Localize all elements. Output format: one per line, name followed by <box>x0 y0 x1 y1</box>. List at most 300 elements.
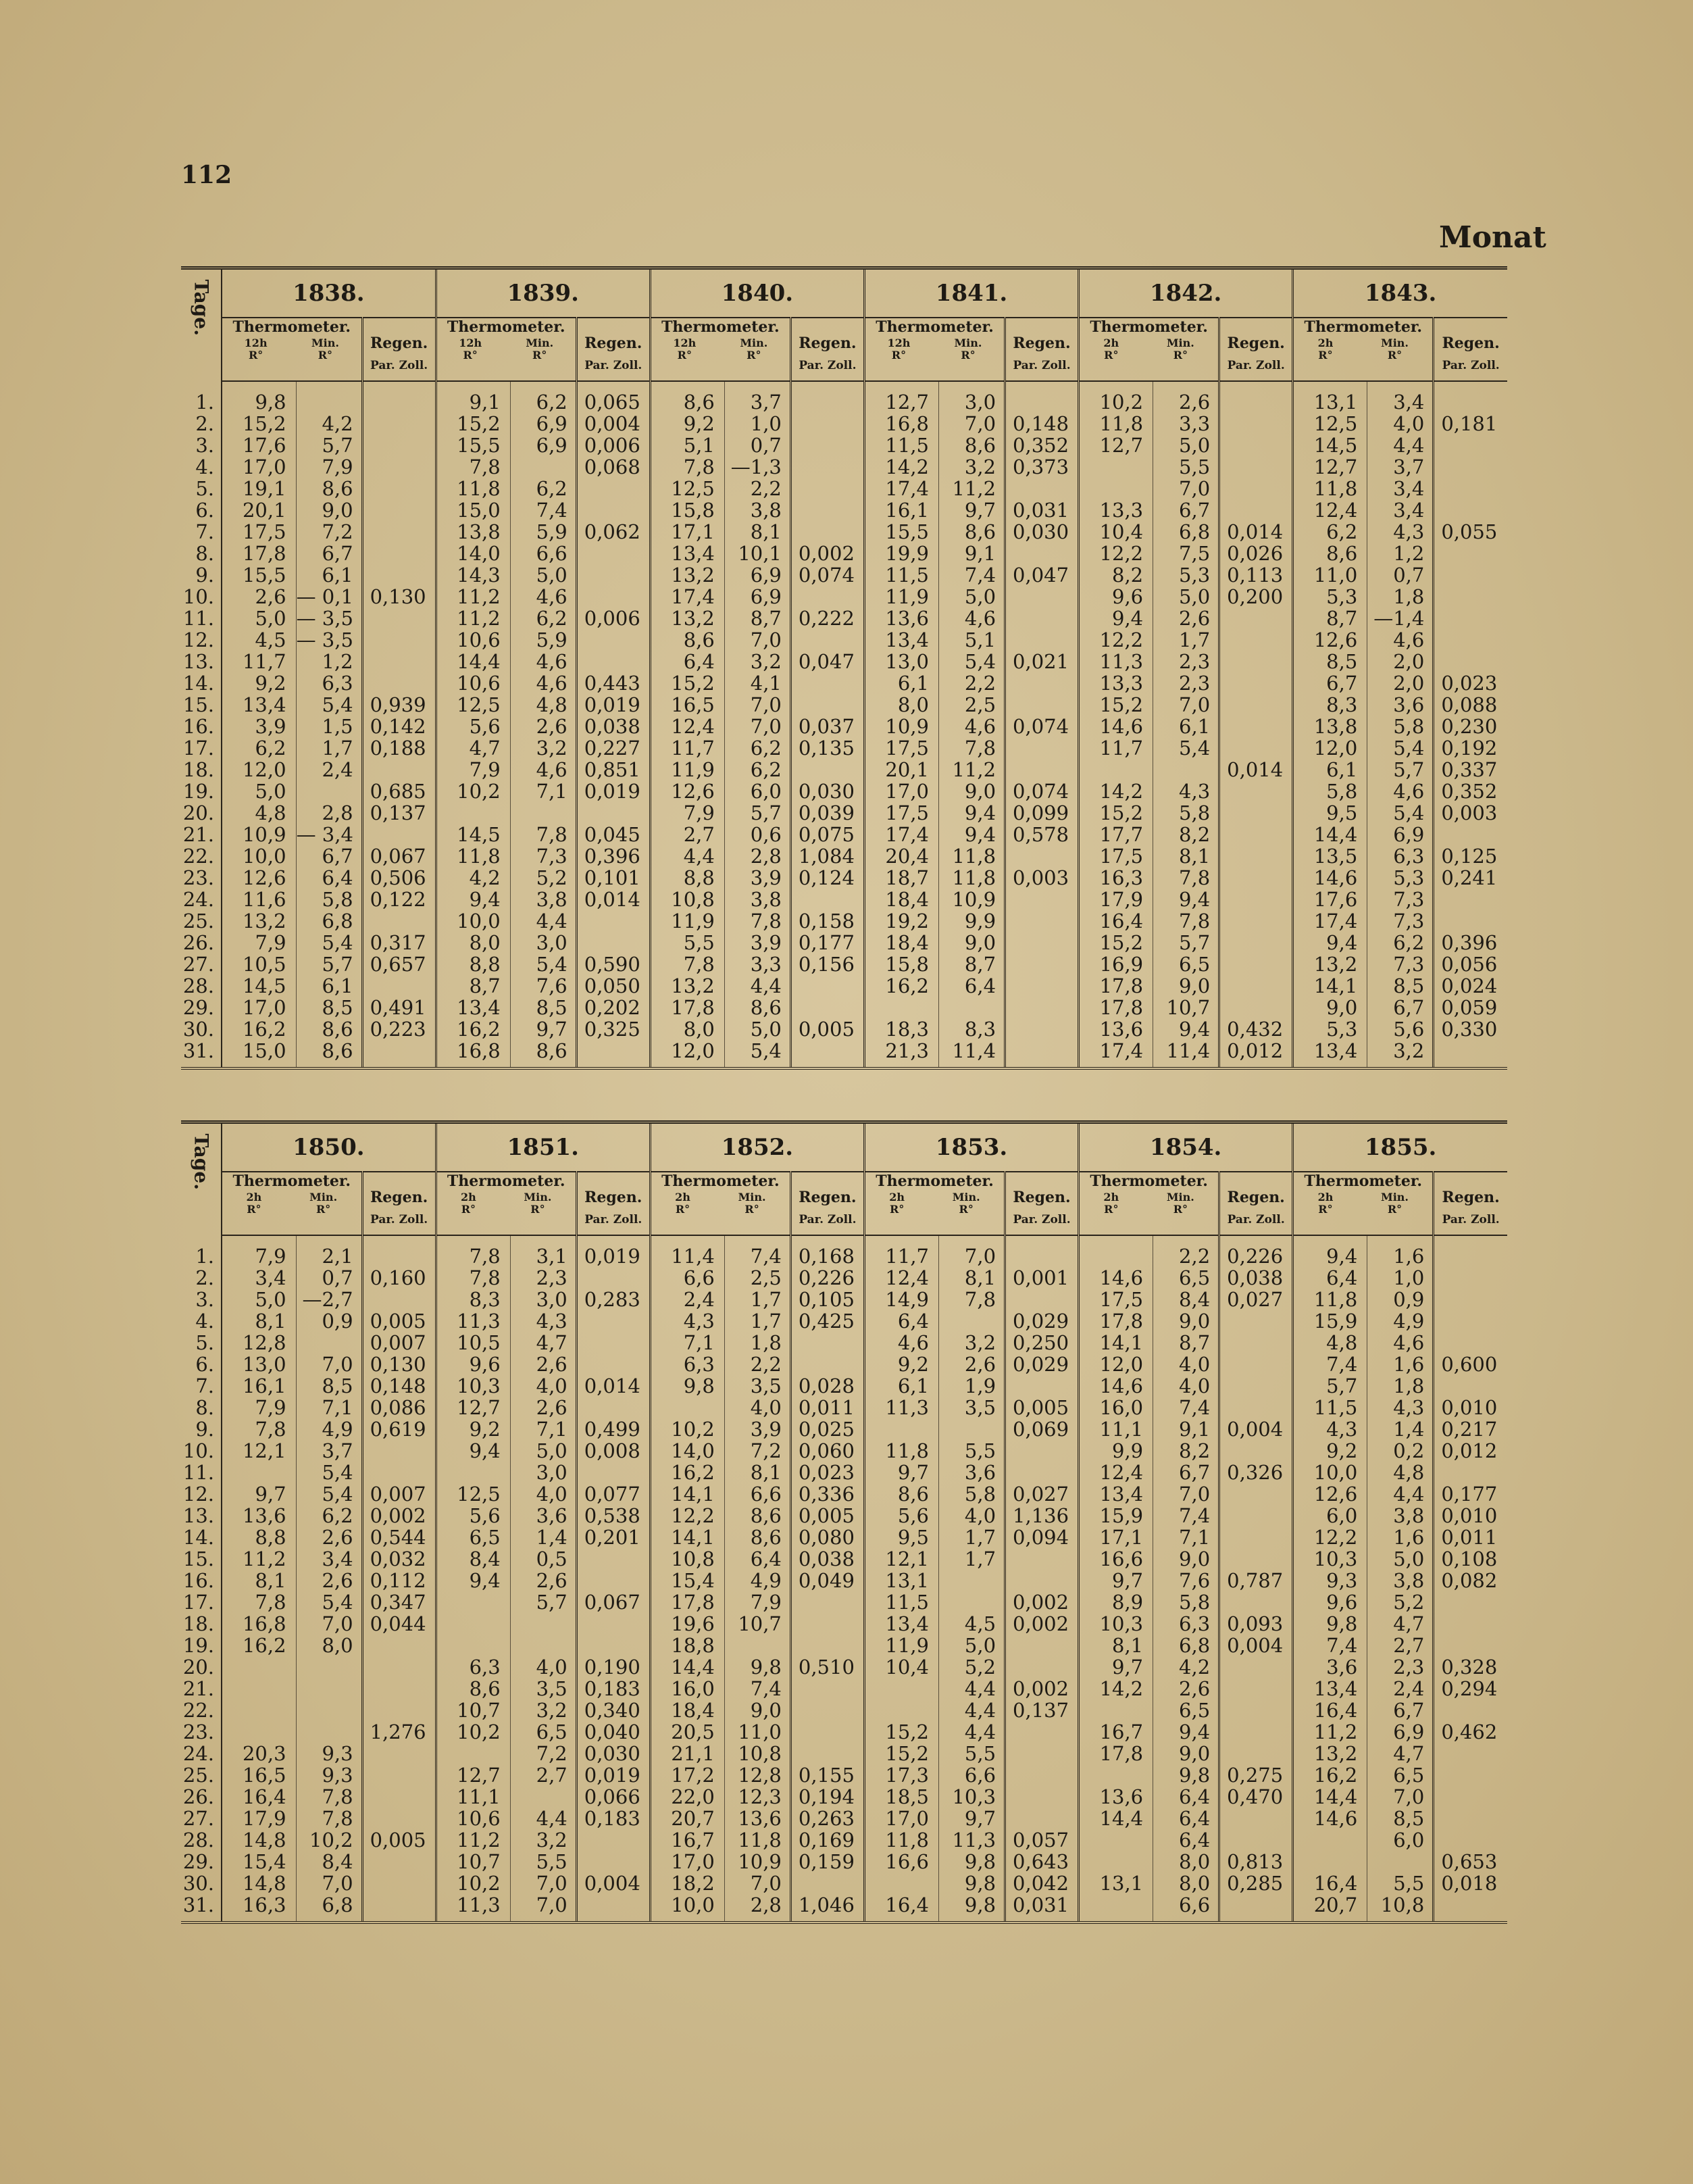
min-label: Min. <box>311 337 339 349</box>
temperature-cell: 11,5 <box>885 1591 929 1614</box>
temperature-cell: 12,0 <box>1313 737 1358 760</box>
rain-cell <box>576 1894 650 1922</box>
min-temperature-cell: 3,2 <box>939 1332 1005 1354</box>
table-row <box>181 651 1507 672</box>
day-number: 17. <box>181 1591 222 1613</box>
day-number: 28. <box>181 975 222 997</box>
temperature-cell: 5,7 <box>1326 1374 1358 1397</box>
min-temperature-cell: 9,4 <box>939 824 1005 845</box>
min-temperature-cell: 3,2 <box>510 737 576 759</box>
min-temperature-cell: 8,6 <box>510 1040 576 1068</box>
rain-cell <box>576 910 650 932</box>
temperature-cell: 7,8 <box>469 1245 501 1268</box>
thermometer-subheaders <box>222 1191 361 1216</box>
page-heading: Monat <box>1439 220 1546 255</box>
temperature-cell: 11,6 <box>242 888 286 911</box>
rain-cell: 0,005 <box>790 1505 864 1527</box>
year-header: 1839. <box>436 268 650 318</box>
temperature-cell: 14,5 <box>1313 434 1358 457</box>
regen-unit-label: Par. Zoll. <box>1227 359 1285 372</box>
thermometer-subheaders <box>1294 1191 1432 1216</box>
rain-cell <box>362 1808 436 1829</box>
day-number: 22. <box>181 1699 222 1721</box>
rain-cell <box>790 1743 864 1764</box>
thermometer-label: Thermometer. <box>447 1172 565 1190</box>
temperature-cell: 12,6 <box>1313 1483 1358 1506</box>
table-row <box>181 932 1507 953</box>
min-temperature-cell: 9,4 <box>939 802 1005 824</box>
temperature-cell: 11,5 <box>885 434 929 457</box>
rain-cell <box>1219 694 1293 716</box>
table-row <box>181 607 1507 629</box>
temperature-cell: 17,4 <box>885 823 929 846</box>
min-temperature-cell: 5,2 <box>510 867 576 889</box>
regen-header <box>576 1172 650 1235</box>
temperature-cell: 6,4 <box>897 1310 929 1333</box>
min-temperature-cell: 8,5 <box>296 997 362 1018</box>
rain-cell: 0,021 <box>1005 651 1079 672</box>
temperature-cell: 4,8 <box>1326 1331 1358 1354</box>
day-number: 10. <box>181 586 222 607</box>
rain-cell <box>1005 1235 1079 1267</box>
min-temperature-cell: 4,6 <box>510 759 576 780</box>
table-row <box>181 1527 1507 1548</box>
table-row <box>181 1375 1507 1397</box>
rain-cell: 0,159 <box>790 1851 864 1872</box>
rain-cell <box>1005 1721 1079 1743</box>
min-temperature-cell: 5,9 <box>510 521 576 543</box>
temperature-cell: 8,1 <box>255 1569 286 1592</box>
rain-cell: 0,006 <box>576 607 650 629</box>
rain-cell <box>1219 997 1293 1018</box>
temperature-cell: 11,9 <box>671 758 715 781</box>
temperature-cell: 16,0 <box>1099 1396 1144 1419</box>
rain-cell: 0,137 <box>1005 1699 1079 1721</box>
min-temperature-cell: 10,8 <box>724 1743 790 1764</box>
temperature-cell: 10,0 <box>457 910 501 933</box>
min-temperature-cell: 10,9 <box>939 889 1005 910</box>
min-temperature-cell: 8,6 <box>296 1018 362 1040</box>
min-temperature-cell: 9,7 <box>939 1808 1005 1829</box>
thermometer-header <box>1293 1172 1434 1235</box>
rain-cell <box>1219 716 1293 737</box>
temperature-cell: 16,4 <box>1313 1872 1358 1895</box>
rain-cell: 0,012 <box>1434 1440 1507 1462</box>
unit-label: R° <box>530 1203 545 1216</box>
min-temperature-cell: 4,7 <box>510 1332 576 1354</box>
min-temperature-cell: 7,0 <box>939 413 1005 435</box>
temperature-cell: 16,2 <box>671 1461 715 1484</box>
rain-cell: 0,396 <box>576 845 650 867</box>
min-temperature-cell: 1,8 <box>1367 1375 1434 1397</box>
min-column-header <box>1167 337 1194 362</box>
rain-cell: 0,004 <box>576 1872 650 1894</box>
rain-cell: 0,019 <box>576 1764 650 1786</box>
min-temperature-cell: 1,6 <box>1367 1354 1434 1375</box>
day-number: 14. <box>181 1527 222 1548</box>
temperature-cell: 9,8 <box>1326 1612 1358 1635</box>
regen-header <box>1434 1172 1507 1235</box>
table-row <box>181 1462 1507 1483</box>
min-temperature-cell: 9,7 <box>939 499 1005 521</box>
rain-cell: 0,014 <box>576 1375 650 1397</box>
rain-cell <box>1434 586 1507 607</box>
rain-cell <box>576 1548 650 1570</box>
min-temperature-cell: 10,7 <box>1153 997 1219 1018</box>
min-temperature-cell: 3,2 <box>510 1829 576 1851</box>
min-temperature-cell: 2,6 <box>510 1397 576 1418</box>
rain-cell: 0,328 <box>1434 1656 1507 1678</box>
min-temperature-cell: 7,6 <box>1153 1570 1219 1591</box>
min-temperature-cell: 4,9 <box>296 1418 362 1440</box>
temperature-cell: 18,4 <box>885 888 929 911</box>
rain-cell <box>362 1289 436 1310</box>
min-temperature-cell: 9,8 <box>1153 1764 1219 1786</box>
temperature-cell: 11,9 <box>885 585 929 608</box>
rain-cell: 1,084 <box>790 845 864 867</box>
day-number: 2. <box>181 413 222 435</box>
rain-cell: 0,004 <box>576 413 650 435</box>
rain-cell <box>790 759 864 780</box>
min-temperature-cell: 1,6 <box>1367 1235 1434 1267</box>
temperature-cell: 9,4 <box>469 888 501 911</box>
rain-cell <box>576 1310 650 1332</box>
temperature-cell: 11,8 <box>1313 477 1358 500</box>
temperature-cell: 11,7 <box>242 650 286 673</box>
temperature-cell: 6,7 <box>1326 672 1358 695</box>
rain-cell <box>576 1267 650 1289</box>
temperature-cell: 6,1 <box>1326 758 1358 781</box>
table-row <box>181 1894 1507 1922</box>
rain-cell <box>1005 889 1079 910</box>
rain-cell <box>1219 1591 1293 1613</box>
temperature-cell: 4,2 <box>469 866 501 889</box>
temperature-cell: 16,9 <box>1099 953 1144 976</box>
min-temperature-cell: 5,5 <box>939 1440 1005 1462</box>
temperature-cell: 9,5 <box>897 1526 929 1549</box>
min-temperature-cell <box>939 1418 1005 1440</box>
rain-cell <box>576 543 650 564</box>
min-temperature-cell: 6,5 <box>510 1721 576 1743</box>
rain-cell <box>1219 499 1293 521</box>
rain-cell: 0,352 <box>1005 435 1079 456</box>
hour-column-header <box>889 1191 905 1216</box>
regen-label: Regen. <box>584 334 642 352</box>
min-temperature-cell: 7,3 <box>1367 953 1434 975</box>
min-temperature-cell: 6,5 <box>1153 953 1219 975</box>
temperature-cell: 14,4 <box>1313 823 1358 846</box>
min-temperature-cell: 0,7 <box>296 1267 362 1289</box>
rain-cell: 0,059 <box>1434 997 1507 1018</box>
rain-cell: 0,080 <box>790 1527 864 1548</box>
day-number: 23. <box>181 867 222 889</box>
rain-cell: 0,068 <box>576 456 650 478</box>
min-temperature-cell: — 3,5 <box>296 629 362 651</box>
min-temperature-cell <box>939 997 1005 1018</box>
rain-cell <box>576 1851 650 1872</box>
temperature-cell: 13,2 <box>671 564 715 587</box>
temperature-cell: 9,2 <box>1326 1439 1358 1462</box>
temperature-cell: 13,5 <box>1313 845 1358 868</box>
temperature-cell: 13,4 <box>671 542 715 565</box>
rain-cell <box>1434 435 1507 456</box>
hour-label: 2h <box>889 1191 905 1203</box>
min-temperature-cell: 4,4 <box>1367 435 1434 456</box>
min-temperature-cell: 7,9 <box>296 456 362 478</box>
rain-cell: 0,183 <box>576 1808 650 1829</box>
min-temperature-cell: 6,2 <box>724 737 790 759</box>
hour-column-header <box>245 337 268 362</box>
rain-cell <box>1434 651 1507 672</box>
table-row <box>181 456 1507 478</box>
table-row <box>181 1635 1507 1656</box>
regen-unit-label: Par. Zoll. <box>370 359 428 372</box>
year-header: 1851. <box>436 1122 650 1172</box>
rain-cell: 0,352 <box>1434 780 1507 802</box>
hour-label: 2h <box>675 1191 690 1203</box>
regen-unit-label: Par. Zoll. <box>1442 359 1500 372</box>
min-temperature-cell: 9,9 <box>939 910 1005 932</box>
min-temperature-cell: 9,8 <box>939 1894 1005 1922</box>
table-row <box>181 1808 1507 1829</box>
min-temperature-cell: 11,2 <box>939 478 1005 499</box>
temperature-cell: 13,4 <box>885 628 929 651</box>
day-number: 15. <box>181 694 222 716</box>
min-temperature-cell: 4,0 <box>510 1483 576 1505</box>
temperature-cell: 16,8 <box>885 412 929 435</box>
rain-cell: 0,044 <box>362 1613 436 1635</box>
unit-label: R° <box>1173 349 1188 362</box>
rain-cell: 0,263 <box>790 1808 864 1829</box>
temperature-cell <box>436 1462 510 1483</box>
day-number: 13. <box>181 1505 222 1527</box>
temperature-cell: 9,2 <box>683 412 715 435</box>
rain-cell <box>1434 1894 1507 1922</box>
thermometer-subheaders <box>437 337 576 362</box>
temperature-cell: 9,7 <box>897 1461 929 1484</box>
rain-cell: 0,177 <box>1434 1483 1507 1505</box>
min-temperature-cell: 4,5 <box>939 1613 1005 1635</box>
temperature-cell: 12,0 <box>242 758 286 781</box>
table-row <box>181 499 1507 521</box>
rain-cell <box>1219 867 1293 889</box>
hour-label: 2h <box>461 1191 476 1203</box>
table-row <box>181 1018 1507 1040</box>
temperature-cell: 10,3 <box>1313 1547 1358 1570</box>
min-temperature-cell: 3,4 <box>296 1548 362 1570</box>
rain-cell <box>362 1872 436 1894</box>
min-temperature-cell: 6,0 <box>1367 1829 1434 1851</box>
rain-cell: 0,142 <box>362 716 436 737</box>
temperature-cell: 15,8 <box>671 499 715 522</box>
temperature-cell: 13,6 <box>885 607 929 630</box>
min-temperature-cell: 7,0 <box>510 1894 576 1922</box>
hour-label: 12h <box>887 337 911 349</box>
rain-cell <box>1219 456 1293 478</box>
min-temperature-cell: 3,2 <box>724 651 790 672</box>
temperature-cell: 11,7 <box>1099 737 1144 760</box>
min-temperature-cell: 10,8 <box>1367 1894 1434 1922</box>
min-temperature-cell: 6,9 <box>510 435 576 456</box>
temperature-cell: 8,1 <box>1112 1634 1144 1657</box>
temperature-cell: 14,3 <box>457 564 501 587</box>
rain-cell: 0,067 <box>576 1591 650 1613</box>
temperature-cell: 17,5 <box>885 801 929 824</box>
temperature-cell: 14,6 <box>1099 1266 1144 1289</box>
rain-cell <box>790 499 864 521</box>
temperature-cell: 13,8 <box>457 520 501 543</box>
min-temperature-cell: 5,4 <box>296 1462 362 1483</box>
temperature-cell <box>222 1699 296 1721</box>
thermometer-label: Thermometer. <box>1090 318 1208 336</box>
temperature-cell: 12,1 <box>885 1547 929 1570</box>
rain-cell: 0,039 <box>790 802 864 824</box>
day-number: 15. <box>181 1548 222 1570</box>
rain-cell: 0,491 <box>362 997 436 1018</box>
min-temperature-cell: 7,6 <box>510 975 576 997</box>
day-number: 27. <box>181 1808 222 1829</box>
temperature-cell: 13,4 <box>1313 1677 1358 1700</box>
rain-cell <box>1005 381 1079 413</box>
min-temperature-cell: —1,4 <box>1367 607 1434 629</box>
rain-cell: 0,002 <box>1005 1591 1079 1613</box>
rain-cell: 0,124 <box>790 867 864 889</box>
min-temperature-cell: 0,9 <box>296 1310 362 1332</box>
temperature-cell: 5,6 <box>469 1504 501 1527</box>
rain-cell <box>1219 1548 1293 1570</box>
temperature-cell: 6,2 <box>255 737 286 760</box>
temperature-cell: 9,4 <box>1326 931 1358 954</box>
temperature-cell: 14,1 <box>671 1526 715 1549</box>
temperature-cell <box>864 997 938 1018</box>
rain-cell: 0,074 <box>1005 716 1079 737</box>
min-temperature-cell: 3,7 <box>296 1440 362 1462</box>
temperature-cell: 9,9 <box>1112 1439 1144 1462</box>
rain-cell <box>1434 1591 1507 1613</box>
temperature-cell: 4,4 <box>683 845 715 868</box>
rain-cell <box>1005 543 1079 564</box>
min-temperature-cell: 7,4 <box>939 564 1005 586</box>
temperature-cell: 16,5 <box>242 1764 286 1787</box>
temperature-cell: 18,4 <box>885 931 929 954</box>
rain-cell: 0,086 <box>362 1397 436 1418</box>
temperature-cell: 7,9 <box>255 931 286 954</box>
min-temperature-cell: 7,8 <box>296 1808 362 1829</box>
regen-label: Regen. <box>1013 334 1071 352</box>
rain-cell <box>362 1678 436 1699</box>
temperature-cell: 16,2 <box>242 1018 286 1041</box>
table-row <box>181 1786 1507 1808</box>
min-temperature-cell: 4,0 <box>510 1656 576 1678</box>
day-number: 6. <box>181 499 222 521</box>
temperature-cell <box>1293 1851 1367 1872</box>
min-temperature-cell: 5,4 <box>296 932 362 953</box>
min-temperature-cell: 5,8 <box>1153 802 1219 824</box>
min-temperature-cell: 5,4 <box>296 1483 362 1505</box>
temperature-cell: 17,0 <box>885 1807 929 1830</box>
rain-cell <box>1005 672 1079 694</box>
temperature-cell: 8,0 <box>897 693 929 716</box>
temperature-cell: 8,8 <box>683 866 715 889</box>
min-label: Min. <box>1166 337 1194 349</box>
rain-cell <box>790 889 864 910</box>
regen-header <box>1434 318 1507 381</box>
min-temperature-cell: 5,8 <box>1367 716 1434 737</box>
min-temperature-cell: 3,9 <box>724 1418 790 1440</box>
unit-label: R° <box>1387 349 1403 362</box>
min-temperature-cell <box>296 780 362 802</box>
min-temperature-cell: 5,4 <box>939 651 1005 672</box>
day-number: 24. <box>181 889 222 910</box>
rain-cell: 0,787 <box>1219 1570 1293 1591</box>
temperature-cell: 8,3 <box>469 1288 501 1311</box>
min-temperature-cell: 9,0 <box>296 499 362 521</box>
year-header: 1850. <box>222 1122 436 1172</box>
temperature-cell: 14,6 <box>1099 1374 1144 1397</box>
min-temperature-cell: 6,4 <box>1153 1786 1219 1808</box>
rain-cell <box>1219 478 1293 499</box>
regen-unit-label: Par. Zoll. <box>1442 1213 1500 1226</box>
rain-cell: 0,030 <box>790 780 864 802</box>
rain-cell <box>362 1462 436 1483</box>
temperature-cell: 12,7 <box>457 1764 501 1787</box>
rain-cell: 0,653 <box>1434 1851 1507 1872</box>
regen-label: Regen. <box>1227 334 1285 352</box>
day-number: 30. <box>181 1872 222 1894</box>
rain-cell <box>1005 910 1079 932</box>
min-label: Min. <box>954 337 982 349</box>
temperature-cell: 17,0 <box>242 996 286 1019</box>
regen-header <box>1005 1172 1079 1235</box>
rain-cell: 0,538 <box>576 1505 650 1527</box>
rain-cell <box>576 1332 650 1354</box>
day-number: 19. <box>181 780 222 802</box>
temperature-cell: 3,4 <box>255 1266 286 1289</box>
temperature-cell: 11,1 <box>457 1785 501 1808</box>
rain-cell <box>1219 1332 1293 1354</box>
temperature-cell: 6,3 <box>469 1656 501 1679</box>
rain-cell: 0,169 <box>790 1829 864 1851</box>
min-temperature-cell: 8,6 <box>724 1505 790 1527</box>
min-temperature-cell: 9,0 <box>939 932 1005 953</box>
table-row <box>181 672 1507 694</box>
rain-cell <box>1434 1375 1507 1397</box>
rain-cell: 0,029 <box>1005 1354 1079 1375</box>
rain-cell <box>1219 780 1293 802</box>
rain-cell: 0,657 <box>362 953 436 975</box>
rain-cell: 0,007 <box>362 1483 436 1505</box>
temperature-cell: 11,3 <box>457 1893 501 1916</box>
day-number: 14. <box>181 672 222 694</box>
min-temperature-cell: 6,5 <box>1367 1764 1434 1786</box>
rain-cell: 0,396 <box>1434 932 1507 953</box>
rain-cell <box>576 1570 650 1591</box>
temperature-cell <box>1079 1829 1153 1851</box>
min-temperature-cell: 4,0 <box>1367 413 1434 435</box>
rain-cell: 0,047 <box>1005 564 1079 586</box>
rain-cell: 0,347 <box>362 1591 436 1613</box>
temperature-cell <box>650 1397 724 1418</box>
hour-label: 12h <box>459 337 482 349</box>
min-temperature-cell: 7,8 <box>939 737 1005 759</box>
rain-cell <box>362 413 436 435</box>
hour-column-header <box>246 1191 261 1216</box>
unit-label: R° <box>961 349 976 362</box>
temperature-cell: 15,5 <box>885 520 929 543</box>
temperature-cell: 21,3 <box>885 1039 929 1062</box>
temperature-cell: 11,3 <box>1099 650 1144 673</box>
hour-column-header <box>1318 337 1334 362</box>
